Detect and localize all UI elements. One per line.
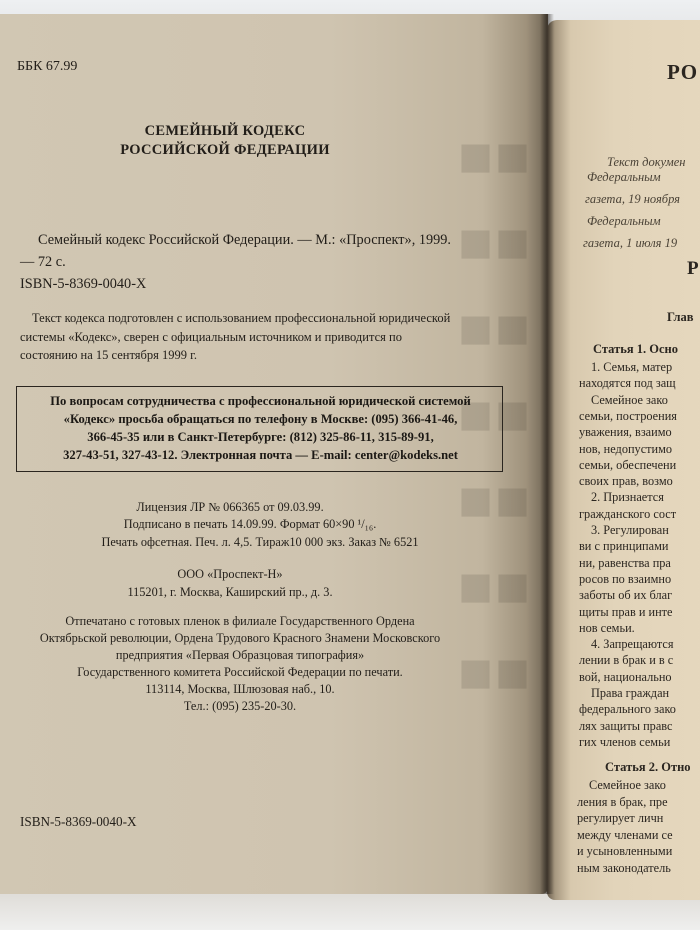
printer-line3: предприятия «Первая Образцовая типография»: [115, 648, 365, 662]
right-italic-line2: Федеральным: [587, 170, 661, 184]
box-line2: «Кодекс» просьба обращаться по телефону в Москве: (095) 366-41-46,: [63, 412, 458, 426]
citation-line2: — 72 с.: [20, 254, 66, 270]
box-line3: 366-45-35 или в Санкт-Петербурге: (812) 325-86-11, 315-89-91,: [87, 430, 434, 444]
book-title-line1: СЕМЕЙНЫЙ КОДЕКС: [144, 123, 306, 139]
right-italic-line1: Текст докумен: [607, 155, 686, 169]
printer-line6: Тел.: (095) 235-20-30.: [183, 699, 297, 713]
right-body-line: ни, равенства пра: [579, 555, 671, 570]
right-page-header: РО: [667, 60, 699, 84]
right-body-line: находятся под защ: [579, 376, 676, 391]
right-body-line: 3. Регулирован: [591, 523, 669, 537]
bleed-through-texture: ■■ ■■ ■■ ■■ ■■ ■■ ■■: [455, 124, 530, 705]
right-italic-line5: газета, 1 июля 19: [583, 236, 678, 250]
box-line4: 327-43-51, 327-43-12. Электронная почта — E-mail: center@kodeks.net: [63, 448, 458, 462]
right-body-line: вой, национально: [579, 669, 672, 684]
isbn-top: ISBN-5-8369-0040-X: [20, 276, 147, 292]
book-gutter: [540, 14, 554, 894]
printer-line1: Отпечатано с готовых пленок в филиале Государственного Ордена: [65, 614, 415, 628]
left-page: [0, 14, 548, 894]
prep-line2: системы «Кодекс», сверен с официальным источником и приводится по: [20, 330, 402, 344]
right-body-line: щиты прав и инте: [579, 604, 673, 619]
right-chapter: Глав: [667, 310, 694, 324]
right-body-line: нов семьи.: [579, 620, 635, 635]
right-body-line: и усыновленными: [577, 844, 673, 858]
right-body-line: ви с принципами: [579, 539, 669, 554]
right-body-line: ления в брак, пре: [577, 794, 668, 809]
book-title-line2: РОССИЙСКОЙ ФЕДЕРАЦИИ: [120, 142, 330, 158]
right-body-line: заботы об их благ: [579, 588, 673, 603]
right-body-line: гих членов семьи: [579, 734, 671, 749]
printer-line5: 113114, Москва, Шлюзовая наб., 10.: [145, 682, 335, 696]
publisher-address: 115201, г. Москва, Каширский пр., д. 3.: [127, 585, 333, 599]
right-italic-line4: Федеральным: [587, 214, 661, 228]
right-body-line: гражданского сост: [579, 506, 677, 521]
right-body-line: семьи, построения: [579, 408, 677, 423]
right-body-line: Семейное зако: [591, 392, 668, 407]
right-body-line: Права граждан: [591, 686, 670, 700]
right-body-line: ным законодатель: [577, 860, 671, 875]
right-body-line: 4. Запрещаются: [591, 637, 674, 652]
right-body-line: между членами се: [577, 827, 673, 842]
right-article2: Статья 2. Отно: [605, 760, 691, 774]
right-page: [547, 20, 700, 900]
right-body-line: росов по взаимно: [579, 571, 672, 586]
right-body-line: 2. Признается: [591, 490, 664, 505]
signed-line: Подписано в печать 14.09.99. Формат 60×90 ¹/₁₆.: [123, 517, 377, 531]
printer-line4: Государственного комитета Российской Федерации по печати.: [77, 665, 403, 679]
right-body-line: Семейное зако: [589, 778, 666, 792]
right-body-line: семьи, обеспечени: [579, 457, 677, 472]
right-italic-line3: газета, 19 ноября: [585, 192, 680, 206]
right-article1: Статья 1. Осно: [593, 342, 678, 356]
prep-line1: Текст кодекса подготовлен с использованием профессиональной юридической: [32, 311, 451, 325]
right-body-line: уважения, взаимо: [579, 425, 672, 440]
right-section-letter: Р: [687, 258, 699, 279]
right-body-line: 1. Семья, матер: [591, 360, 673, 374]
right-body-line: регулирует личн: [577, 811, 664, 825]
right-body-line: своих прав, возмо: [579, 474, 673, 489]
publisher-name: ООО «Проспект-Н»: [177, 567, 283, 581]
license-line: Лицензия ЛР № 066365 от 09.03.99.: [136, 500, 324, 514]
bbk-code: ББК 67.99: [17, 59, 78, 74]
right-body-line: нов, недопустимо: [579, 441, 673, 456]
contact-info-box: [16, 386, 503, 472]
printer-line2: Октябрьской революции, Ордена Трудового Красного Знамени Московского: [39, 631, 441, 645]
print-info-line: Печать офсетная. Печ. л. 4,5. Тираж10 000 экз. Заказ № 6521: [101, 535, 419, 549]
isbn-bottom: ISBN-5-8369-0040-X: [20, 814, 137, 829]
right-body-line: федерального зако: [579, 702, 676, 717]
right-body-line: лении в брак и в с: [579, 653, 674, 668]
box-line1: По вопросам сотрудничества с профессиональной юридической системой: [50, 394, 471, 408]
citation-line1: Семейный кодекс Российской Федерации. — М.: «Проспект», 1999.: [38, 232, 452, 248]
right-body-line: лях защиты правс: [579, 718, 673, 733]
prep-line3: состоянию на 15 сентября 1999 г.: [20, 348, 197, 362]
